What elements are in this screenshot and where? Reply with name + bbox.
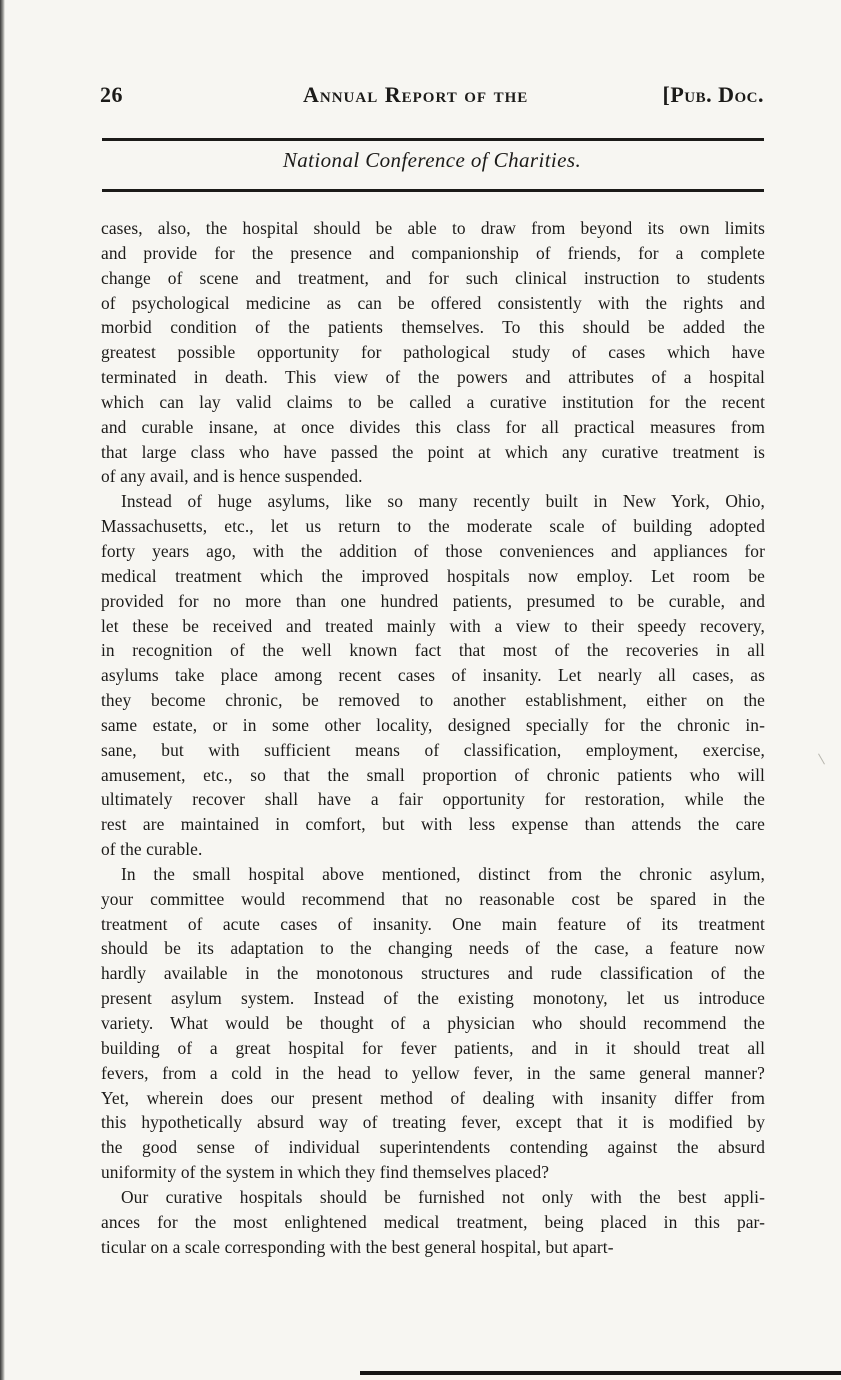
text-line: greatest possible opportunity for pathological study of cases which have [101,342,765,363]
text-line: and curable insane, at once divides this class for all practical measures from [101,416,765,437]
text-line: asylums take place among recent cases of insanity. Let nearly all cases, as [101,665,765,686]
text-line: change of scene and treatment, and for such clinical instruction to students [101,267,765,288]
text-line: provided for no more than one hundred patients, presumed to be curable, and [101,590,765,611]
page-bottom-edge [360,1371,841,1375]
text-line: terminated in death. This view of the powers and attributes of a hospital [101,367,765,388]
paragraph [101,489,765,862]
page-number: 26 [100,82,123,107]
text-line: same estate, or in some other locality, designed specially for the chronic in- [101,714,765,735]
text-line: should be its adaptation to the changing needs of the case, a feature now [101,938,765,959]
text-line: fevers, from a cold in the head to yellow fever, in the same general manner? [101,1062,765,1083]
report-title: Annual Report of the [303,82,529,107]
text-line: hardly available in the monotonous structures and rude classification of the [101,963,765,984]
text-line: Yet, wherein does our present method of dealing with insanity differ from [101,1087,765,1108]
text-line: ultimately recover shall have a fair opportunity for restoration, while the [101,789,765,810]
text-line: the good sense of individual superintendents contending against the absurd [101,1137,765,1158]
header-rule-bottom [102,189,764,192]
paragraph [101,216,765,489]
text-line: building of a great hospital for fever patients, and in it should treat all [101,1037,765,1058]
text-line: amusement, etc., so that the small proportion of chronic patients who will [101,764,765,785]
section-title: National Conference of Charities. [282,148,582,172]
paragraph [101,1185,765,1260]
running-head [100,82,764,112]
text-line: ances for the most enlightened medical treatment, being placed in this par- [101,1211,765,1232]
text-line: Our curative hospitals should be furnished not only with the best appli- [121,1186,765,1207]
paragraph [101,862,765,1185]
text-line: Massachusetts, etc., let us return to the moderate scale of building adopted [101,516,765,537]
text-line: your committee would recommend that no reasonable cost be spared in the [101,888,765,909]
document-label: [Pub. Doc. [662,82,764,107]
text-line: they become chronic, be removed to another establishment, either on the [101,690,765,711]
text-line: that large class who have passed the point at which any curative treatment is [101,441,765,462]
margin-mark [818,754,825,765]
text-line: of psychological medicine as can be offered consistently with the rights and [101,292,765,313]
text-line: treatment of acute cases of insanity. One main feature of its treatment [101,913,765,934]
text-line: forty years ago, with the addition of those conveniences and appliances for [101,540,765,561]
text-line: and provide for the presence and companionship of friends, for a complete [101,242,765,263]
text-line: of any avail, and is hence suspended. [101,466,363,487]
text-line: medical treatment which the improved hospitals now employ. Let room be [101,565,765,586]
text-line: variety. What would be thought of a physician who should recommend the [101,1013,765,1033]
text-line: uniformity of the system in which they find themselves placed? [101,1162,550,1183]
text-line: rest are maintained in comfort, but with less expense than attends the care [101,814,765,835]
text-line: sane, but with sufficient means of classification, employment, exercise, [101,739,765,760]
text-line: of the curable. [101,839,203,860]
text-line: let these be received and treated mainly with a view to their speedy recovery, [101,615,765,636]
text-line: this hypothetically absurd way of treating fever, except that it is modified by [101,1112,765,1133]
text-line: Instead of huge asylums, like so many recently built in New York, Ohio, [121,491,765,512]
body-text [101,216,765,1259]
text-line: present asylum system. Instead of the existing monotony, let us introduce [101,988,765,1009]
text-line: In the small hospital above mentioned, distinct from the chronic asylum, [121,863,765,884]
page-edge-shadow [0,0,5,1380]
text-line: ticular on a scale corresponding with the best general hospital, but apart- [101,1236,614,1257]
header-rule-top [102,138,764,141]
text-line: in recognition of the well known fact that most of the recoveries in all [101,640,765,661]
text-line: which can lay valid claims to be called a curative institution for the recent [101,391,765,412]
text-line: cases, also, the hospital should be able to draw from beyond its own limits [101,218,765,238]
text-line: morbid condition of the patients themselves. To this should be added the [101,317,765,338]
